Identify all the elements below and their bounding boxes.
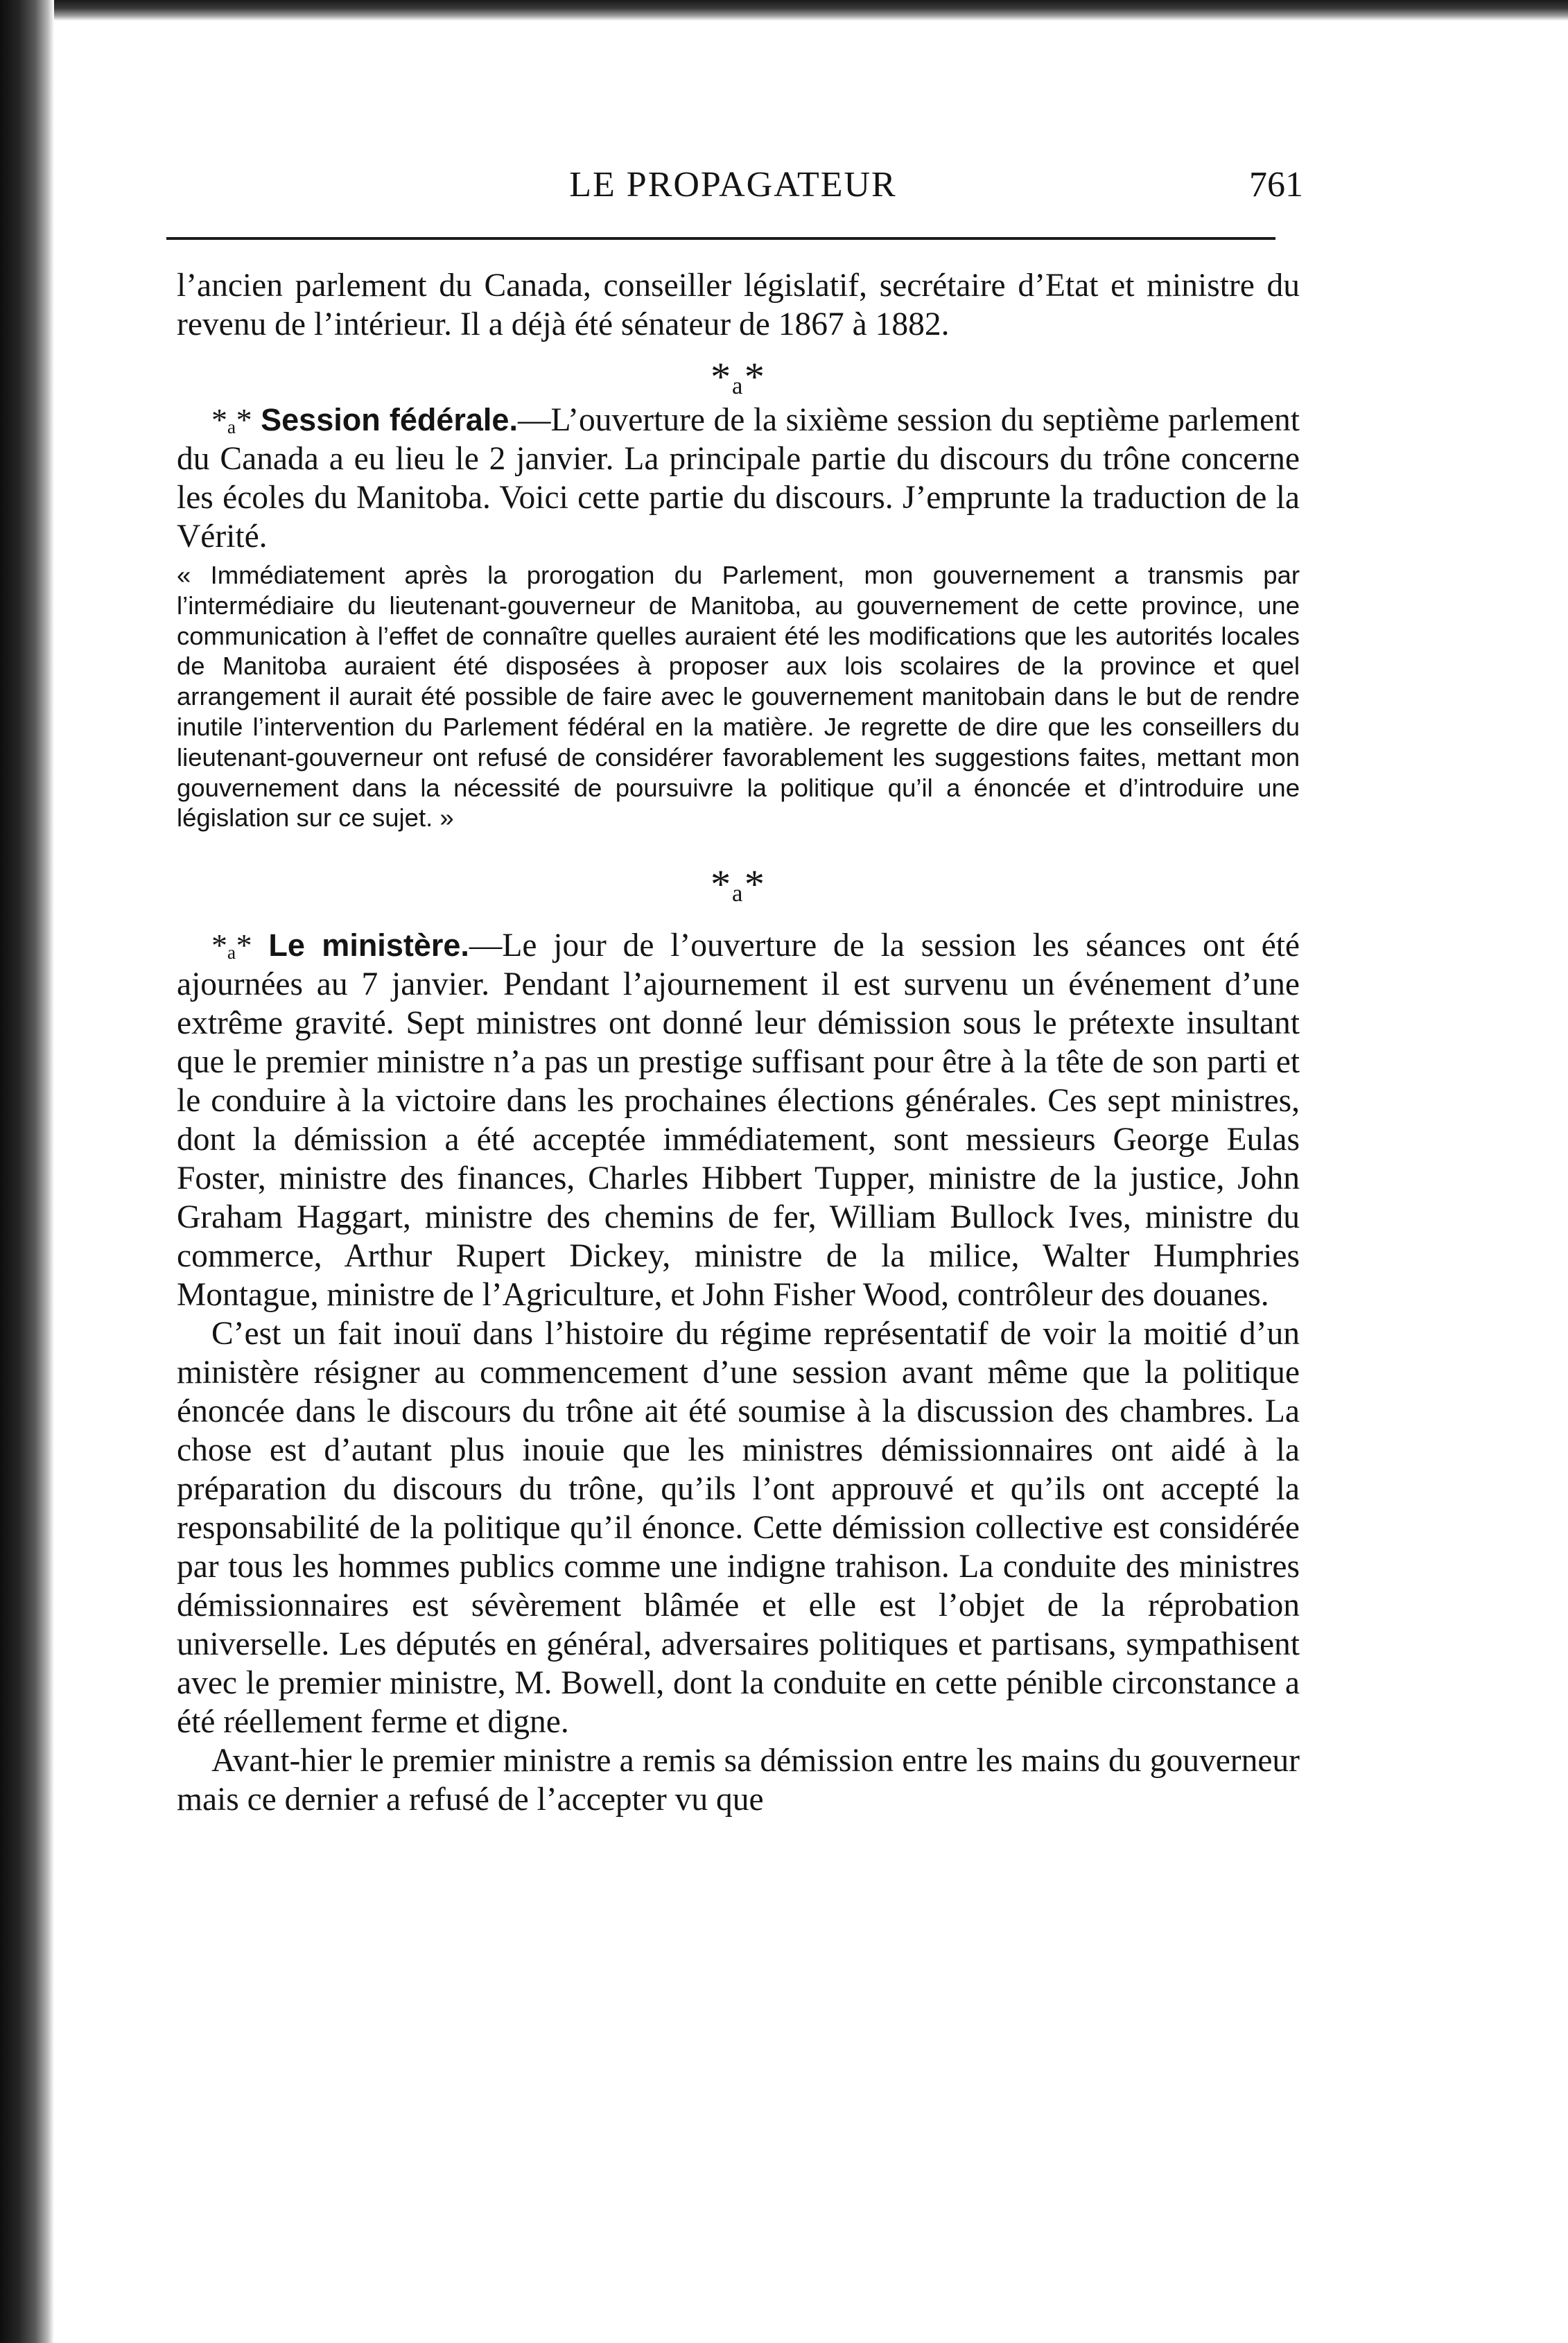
paragraph: Avant-hier le premier ministre a remis sa démission entre les mains du gouverneur mais ce dernier a refusé de l’accepter vu que	[177, 1743, 1300, 1818]
page-binding-edge	[0, 0, 54, 2343]
text-column	[177, 266, 1300, 1819]
header-rule	[166, 237, 1275, 240]
page-number: 761	[1249, 165, 1303, 204]
section-separator: *ₐ*	[711, 862, 766, 907]
section-heading: Session fédérale.	[261, 402, 518, 437]
section-body: —L’ouverture de la sixième session du septième parlement du Canada a eu lieu le 2 janvier. La principale partie du discours du trône concerne les écoles du Manitoba. Voici cette partie du discours. J’emprunte la traduction de la Vérité.	[177, 402, 1300, 555]
section-separator: *ₐ*	[711, 354, 766, 399]
section-mark: *ₐ*	[211, 927, 252, 964]
section-heading: Le ministère.	[268, 927, 469, 964]
journal-title: LE PROPAGATEUR	[569, 165, 897, 204]
section-body: —Le jour de l’ouverture de la session les séances ont été ajournées au 7 janvier. Pendant l’ajournement il est survenu un événement d’une extrême gravité. Sept ministres ont donné leur démission sous le prétexte insultant que le premier ministre n’a pas un prestige suffisant pour être à la tête de son parti et le conduire à la victoire dans les prochaines élections générales. Ces sept ministres, dont la démission a été acceptée immédiatement, sont messieurs George Eulas Foster, ministre des finances, Charles Hibbert Tupper, ministre de la justice, John Graham Haggart, ministre des chemins de fer, William Bullock Ives, ministre du commerce, Arthur Rupert Dickey, ministre de la milice, Walter Humphries Montague, ministre de l’Agriculture, et John Fisher Wood, contrôleur des douanes.	[177, 927, 1300, 1314]
section-session-federale	[177, 401, 1300, 556]
throne-speech-quote: « Immédiatement après la prorogation du Parlement, mon gouvernement a transmis par l’intermédiaire du lieutenant-gouverneur de Manitoba, au gouvernement de cette province, une communication à l’effet de connaître quelles auraient été les modifications que les autorités locales de Manitoba auraient été disposées à proposer aux lois scolaires de la province et quel arrangement il aurait été possible de faire avec le gouvernement manitobain dans le but de rendre inutile l’intervention du Parlement fédéral en la matière. Je regrette de dire que les conseillers du lieutenant-gouverneur ont refusé de considérer favorablement les suggestions faites, mettant mon gouvernement dans la nécessité de poursuivre la politique qu’il a énoncée et d’introduire une législation sur ce sujet. »	[177, 561, 1300, 833]
section-le-ministere	[177, 926, 1300, 1314]
paragraph: C’est un fait inouï dans l’histoire du régime représentatif de voir la moitié d’un ministère résigner au commencement d’une session avant même que la politique énoncée dans le discours du trône ait été soumise à la discussion des chambres. La chose est d’autant plus inouie que les ministres démissionnaires ont aidé à la préparation du discours du trône, qu’ils l’ont approuvé et qu’ils ont accepté la responsabilité de la politique qu’il énonce. Cette démission collective est considérée par tous les hommes publics comme une indigne trahison. La conduite des ministres démissionnaires est sévèrement blâmée et elle est l’objet de la réprobation universelle. Les députés en général, adversaires politiques et partisans, sympathisent avec le premier ministre, M. Bowell, dont la conduite en cette pénible circonstance a été réellement ferme et digne.	[177, 1316, 1300, 1741]
page-top-edge	[0, 0, 1568, 21]
running-header	[163, 161, 1303, 209]
paragraph-continuation: l’ancien parlement du Canada, conseiller législatif, secrétaire d’Etat et ministre du revenu de l’intérieur. Il a déjà été sénateur de 1867 à 1882.	[177, 268, 1300, 342]
section-mark: *ₐ*	[211, 402, 252, 437]
